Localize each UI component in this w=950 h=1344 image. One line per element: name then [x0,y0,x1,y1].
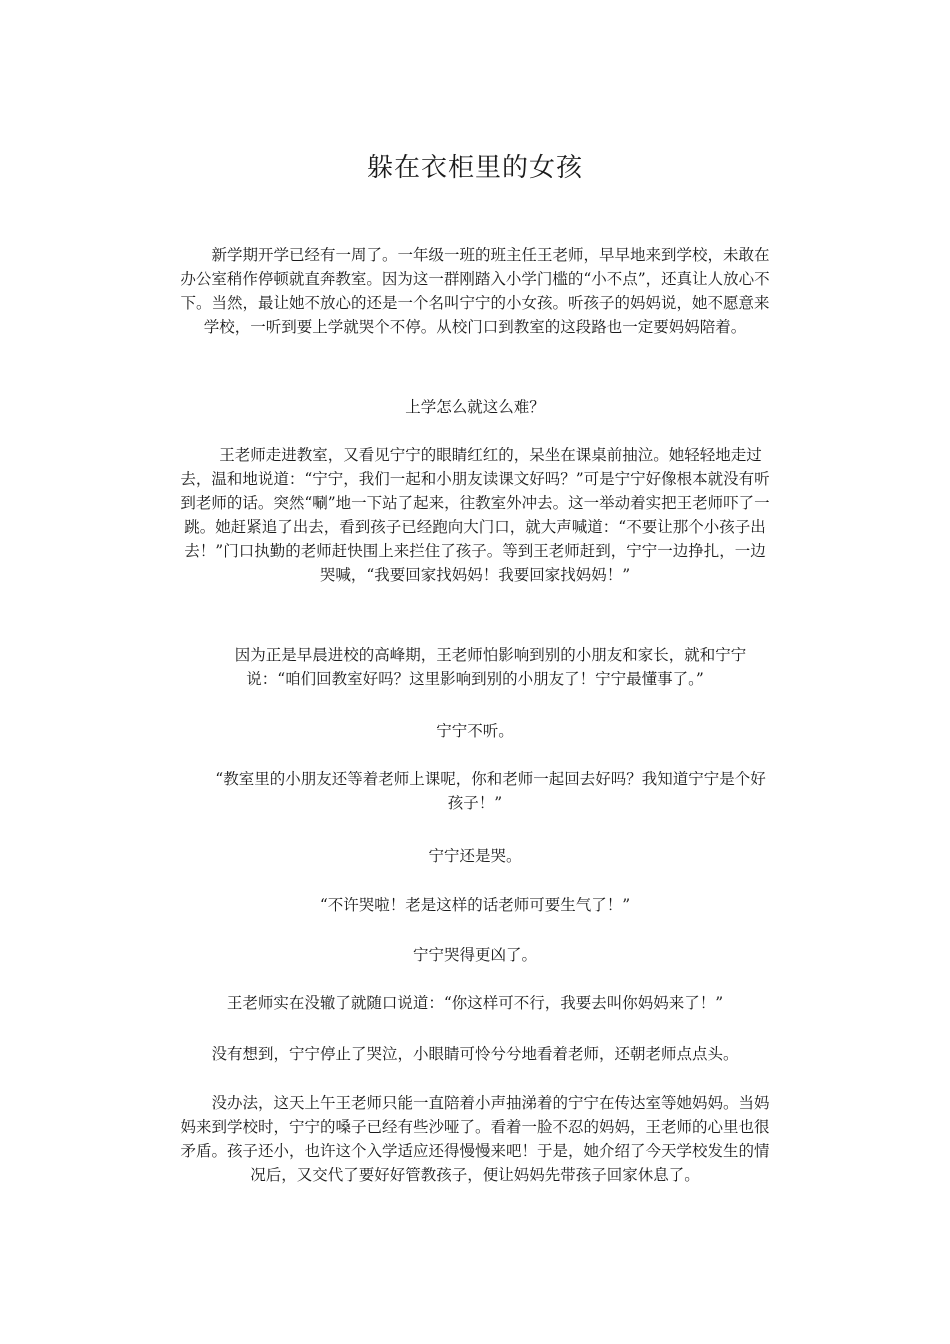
paragraph-3: 王老师走进教室，又看见宁宁的眼睛红红的，呆坐在课桌前抽泣。她轻轻地走过去，温和地说道：“宁宁，我们一起和小朋友读课文好吗？”可是宁宁好像根本就没有听到老师的话。突然“唰”地一下站了起来，往教室外冲去。这一举动着实把王老师吓了一跳。她赶紧追了出去，看到孩子已经跑向大门口，就大声喊道：“不要让那个小孩子出去！”门口执勤的老师赶快围上来拦住了孩子。等到王老师赶到，宁宁一边挣扎，一边哭喊，“我要回家找妈妈！我要回家找妈妈！” [180,446,770,584]
paragraph-8: “不许哭啦！老是这样的话老师可要生气了！” [319,896,631,914]
paragraph-12: 没办法，这天上午王老师只能一直陪着小声抽涕着的宁宁在传达室等她妈妈。当妈妈来到学校时，宁宁的嗓子已经有些沙哑了。看着一脸不忍的妈妈，王老师的心里也很矛盾。孩子还小，也许这个入学适应还得慢慢来吧！于是，她介绍了今天学校发生的情况后，又交代了要好好管教孩子，便让妈妈先带孩子回家休息了。 [180,1094,770,1184]
paragraph-7: 宁宁还是哭。 [428,847,522,865]
paragraph-11: 没有想到，宁宁停止了哭泣，小眼睛可怜兮兮地看着老师，还朝老师点点头。 [211,1045,739,1063]
paragraph-1: 新学期开学已经有一周了。一年级一班的班主任王老师，早早地来到学校，未敢在办公室稍作停顿就直奔教室。因为这一群刚踏入小学门槛的“小不点”，还真让人放心不下。当然，最让她不放心的还是一个名叫宁宁的小女孩。听孩子的妈妈说，她不愿意来学校，一听到要上学就哭个不停。从校门口到教室的这段路也一定要妈妈陪着。 [180,246,770,336]
paragraph-2: 上学怎么就这么难？ [405,398,545,416]
paragraph-5: 宁宁不听。 [436,722,514,740]
paragraph-4: 因为正是早晨进校的高峰期，王老师怕影响到别的小朋友和家长，就和宁宁说：“咱们回教室好吗？这里影响到别的小朋友了！宁宁最懂事了。” [234,646,747,688]
paragraph-9: 宁宁哭得更凶了。 [412,946,537,964]
paragraph-10: 王老师实在没辙了就随口说道：“你这样可不行，我要去叫你妈妈来了！” [226,994,724,1012]
document-title: 躲在衣柜里的女孩 [366,153,583,183]
paragraph-6: “教室里的小朋友还等着老师上课呢，你和老师一起回去好吗？我知道宁宁是个好孩子！” [215,770,766,812]
